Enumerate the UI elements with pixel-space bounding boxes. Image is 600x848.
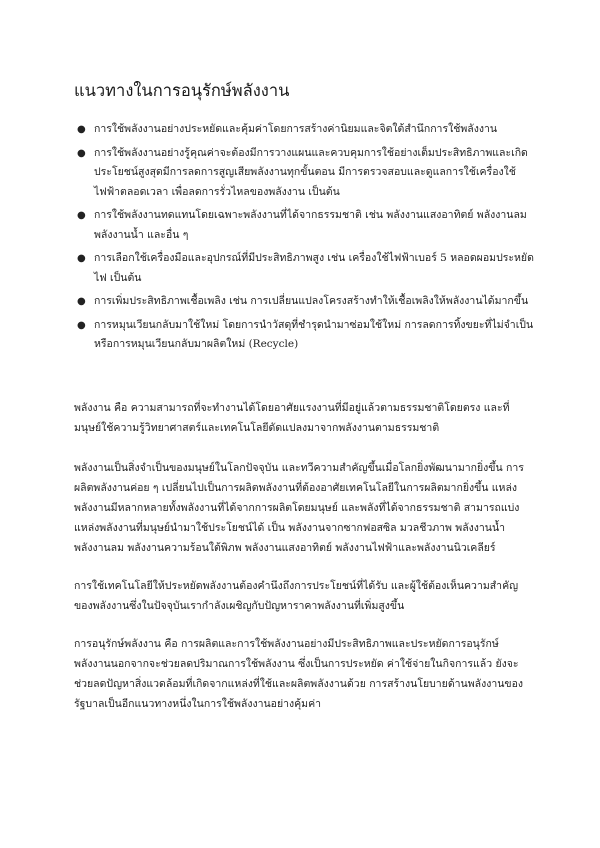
list-item-text: การใช้พลังงานอย่างรู้คุณค่าจะต้องมีการวางแผนและควบคุมการใช้อย่างเต็มประสิทธิภาพและเกิดประโยชน์สูงสุดมีการลดการสูญเสียพลังงานทุกขั้นตอน มีการตรวจสอบและดูแลการใช้เครื่องใช้ไฟฟ้าตลอดเวลา เพื่อลดการรั่วไหลของพลังงาน เป็นต้น (94, 146, 528, 198)
list-item-text: การใช้พลังงานทดแทนโดยเฉพาะพลังงานที่ได้จากธรรมชาติ เช่น พลังงานแสงอาทิตย์ พลังงานลมพลังงานน้ำ และอื่น ๆ (94, 209, 527, 241)
bullet-icon: ● (77, 296, 86, 307)
bullet-icon: ● (77, 253, 86, 264)
bullet-icon: ● (77, 124, 86, 135)
list-item-text: การใช้พลังงานอย่างประหยัดและคุ้มค่าโดยการสร้างค่านิยมและจิตใต้สำนึกการใช้พลังงาน (94, 123, 498, 135)
bullet-icon: ● (77, 147, 86, 159)
paragraph-energy-sources: พลังงานเป็นสิ่งจำเป็นของมนุษย์ในโลกปัจจุบัน และทวีความสำคัญขึ้นเมื่อโลกยิ่งพัฒนามากยิ่งขึ้น การผลิตพลังงานค่อย ๆ เปลี่ยนไปเป็นการผลิตพลังงานที่ต้องอาศัยเทคโนโลยีในการผลิตมากยิ่งขึ้น แหล่งพลังงานมีหลากหลายทั้งพลังงานที่ได้จากการผลิตโดยมนุษย์ และพลังที่ได้จากธรรมชาติ สามารถแบ่งแหล่งพลังงานที่มนุษย์นำมาใช้ประโยชน์ได้ เป็น พลังงานจากซากฟอสซิล มวลชีวภาพ พลังงานน้ำ พลังงานลม พลังงานความร้อนใต้พิภพ พลังงานแสงอาทิตย์ พลังงานไฟฟ้าและพลังงานนิวเคลียร์ (74, 462, 524, 554)
conservation-guidelines-list (74, 120, 534, 359)
paragraph-energy-definition: พลังงาน คือ ความสามารถที่จะทำงานได้โดยอาศัยแรงงานที่มีอยู่แล้วตามธรรมชาติโดยตรง และที่มนุษย์ใช้ความรู้วิทยาศาสตร์และเทคโนโลยีดัดแปลงมาจากพลังงานตามธรรมชาติ (74, 402, 510, 434)
page-title: แนวทางในการอนุรักษ์พลังงาน (74, 81, 290, 100)
list-item (74, 249, 534, 288)
bullet-icon: ● (77, 210, 86, 221)
list-item-text: การเลือกใช้เครื่องมือและอุปกรณ์ที่มีประสิทธิภาพสูง เช่น เครื่องใช้ไฟฟ้าเบอร์ 5 หลอดผอมประหยัดไฟ เป็นต้น (94, 252, 534, 284)
list-item (74, 206, 534, 245)
list-item-text: การหมุนเวียนกลับมาใช้ใหม่ โดยการนำวัสดุที่ชำรุดนำมาซ่อมใช้ใหม่ การลดการทิ้งขยะที่ไม่จำเป็นหรือการหมุนเวียนกลับมาผลิตใหม่ (Recycle) (94, 318, 534, 350)
list-item (74, 316, 534, 355)
list-item (74, 292, 534, 312)
bullet-icon: ● (77, 319, 86, 331)
paragraph-conservation-definition: การอนุรักษ์พลังงาน คือ การผลิตและการใช้พลังงานอย่างมีประสิทธิภาพและประหยัดการอนุรักษ์พลังงานนอกจากจะช่วยลดปริมาณการใช้พลังงาน ซึ่งเป็นการประหยัด ค่าใช้จ่ายในกิจการแล้ว ยังจะช่วยลดปัญหาสิ่งแวดล้อมที่เกิดจากแหล่งที่ใช้และผลิตพลังงานด้วย การสร้างนโยบายด้านพลังงานของรัฐบาลเป็นอีกแนวทางหนึ่งในการใช้พลังงานอย่างคุ้มค่า (74, 638, 524, 710)
list-item (74, 144, 534, 203)
paragraph-technology-savings: การใช้เทคโนโลยีให้ประหยัดพลังงานต้องคำนึงถึงการประโยชน์ที่ได้รับ และผู้ใช้ต้องเห็นความสำคัญของพลังงานซึ่งในปัจจุบันเรากำลังเผชิญกับปัญหาราคาพลังงานที่เพิ่มสูงขึ้น (74, 580, 519, 612)
list-item (74, 120, 534, 140)
list-item-text: การเพิ่มประสิทธิภาพเชื้อเพลิง เช่น การเปลี่ยนแปลงโครงสร้างทำให้เชื้อเพลิงให้พลังงานได้มากขึ้น (94, 295, 529, 307)
